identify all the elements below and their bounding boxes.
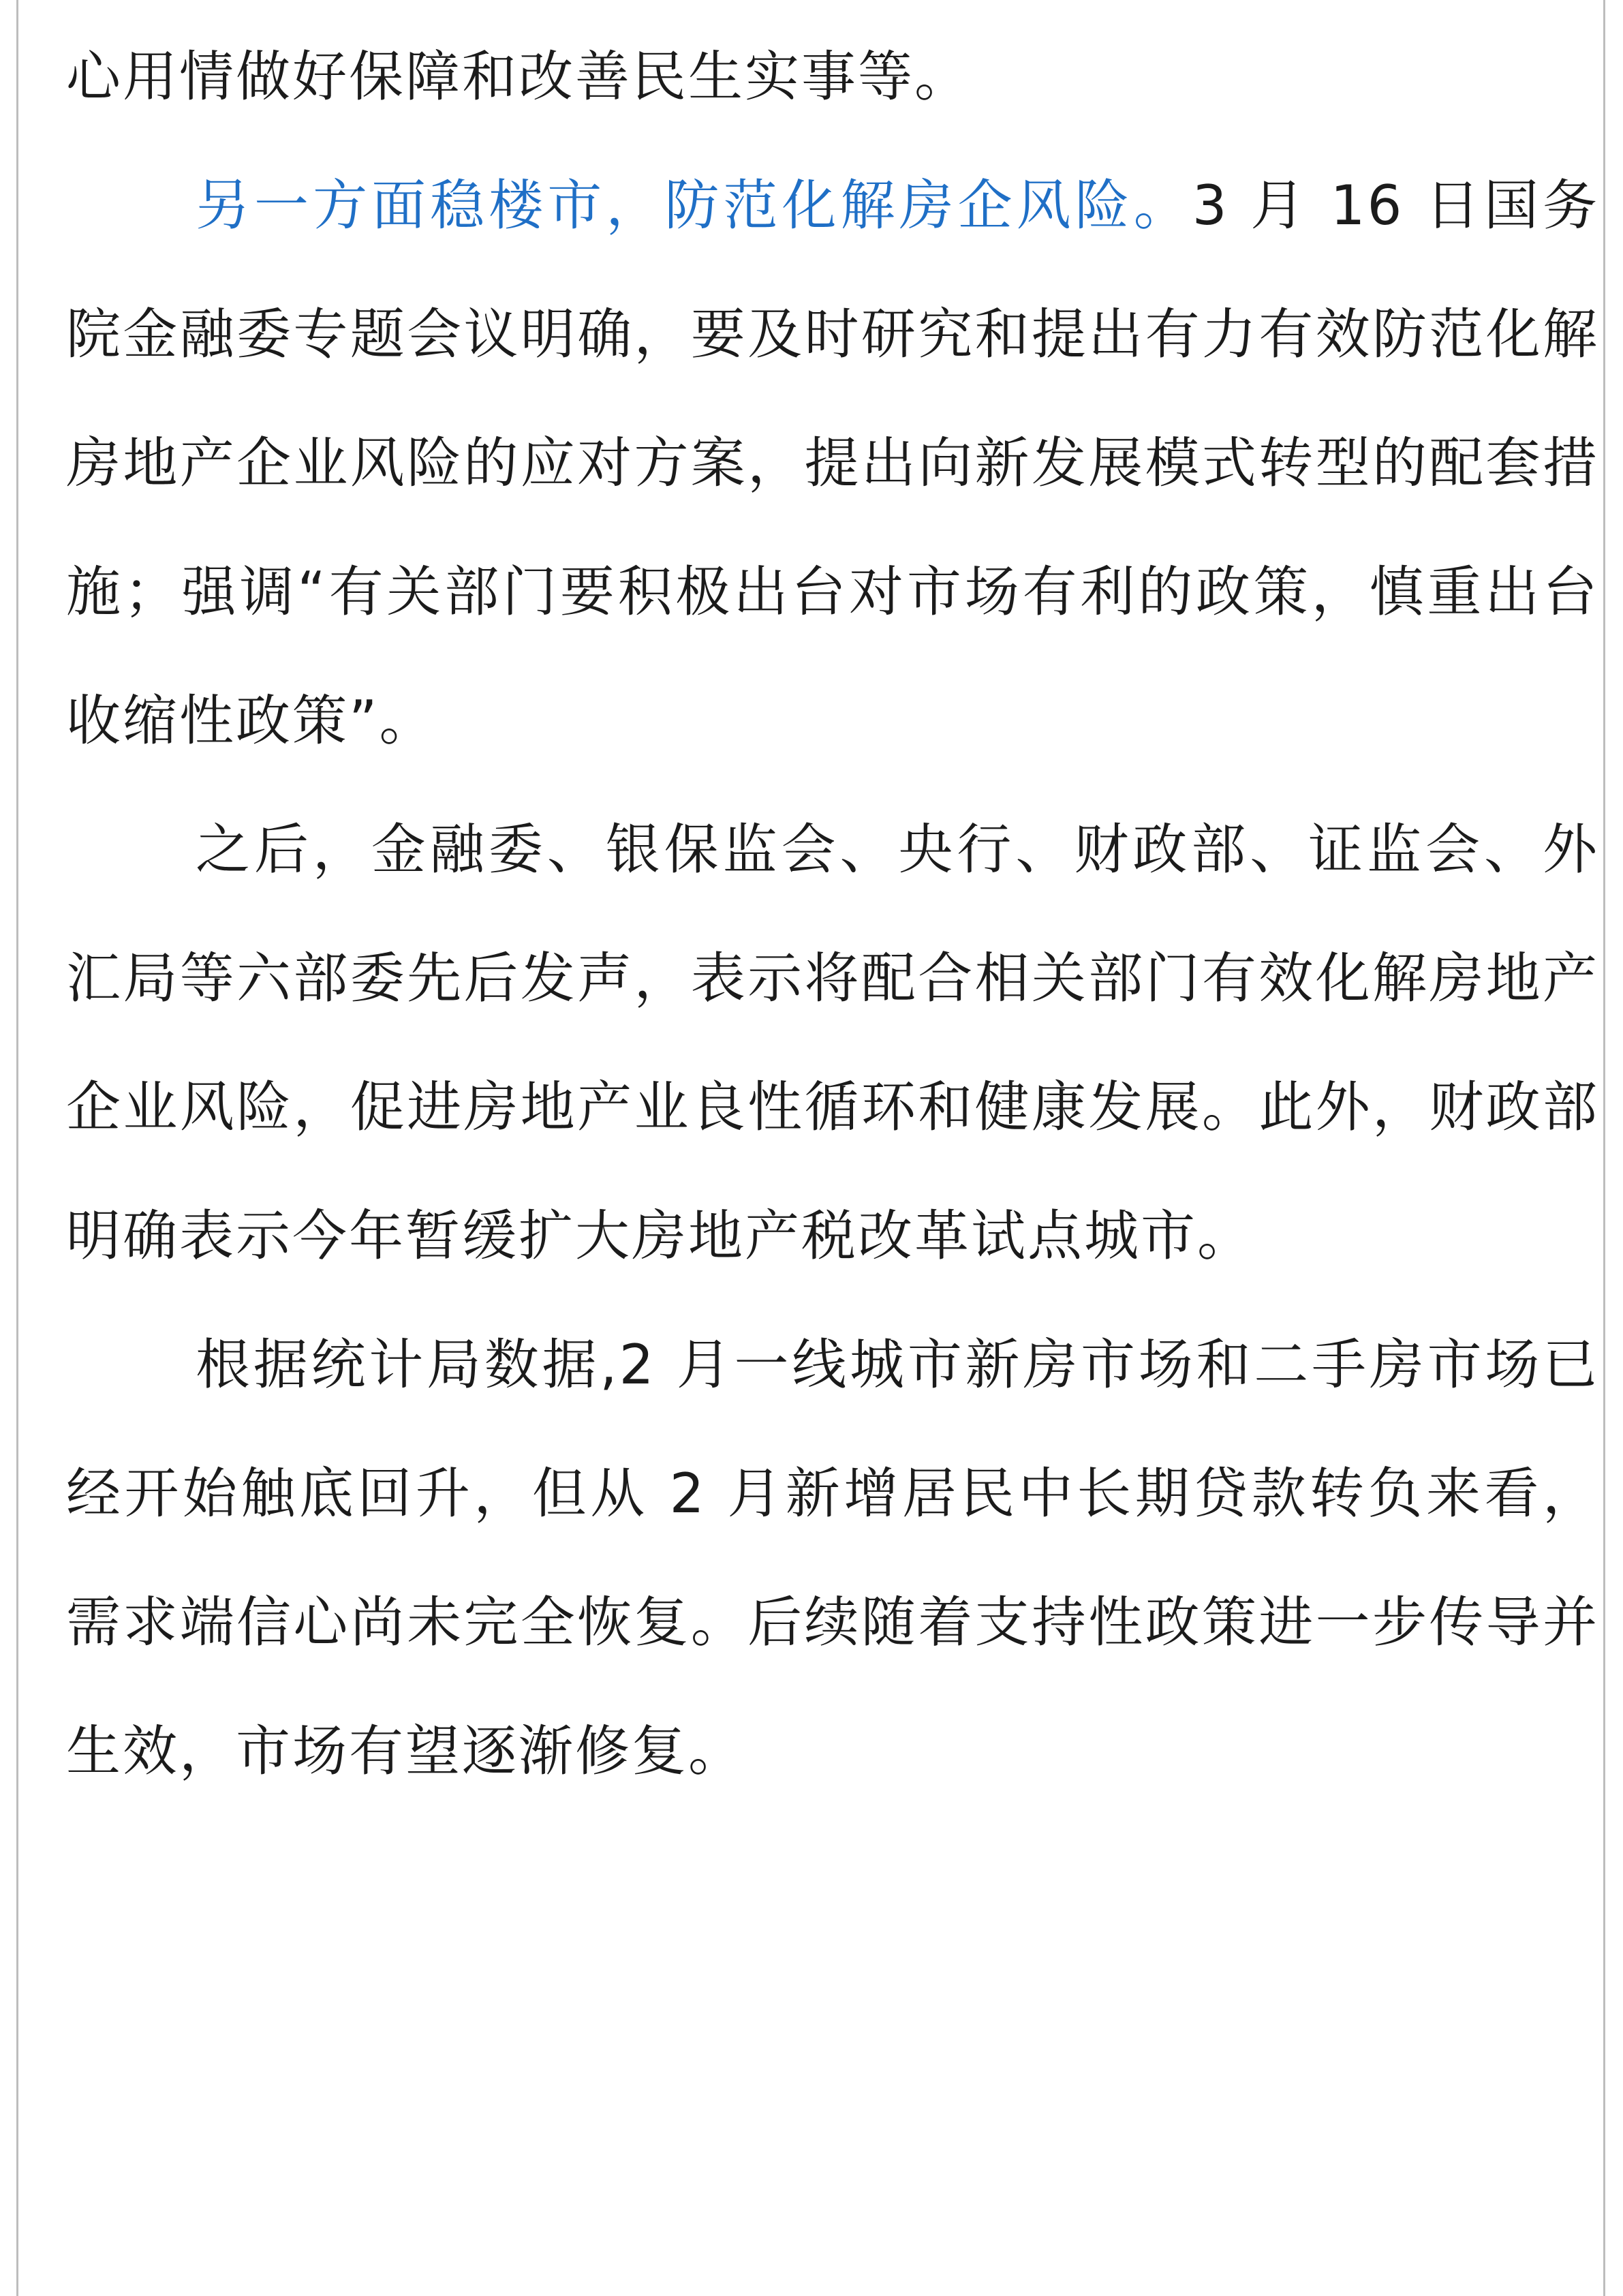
- document-page: [16, 0, 1605, 2296]
- paragraph-3: [66, 785, 1599, 1300]
- paragraph-2: [66, 141, 1599, 785]
- paragraph-text: 3 月 16 日国务院金融委专题会议明确，要及时研究和提出有力有效防范化解房地产企业风险的应对方案，提出向新发展模式转型的配套措施；强调“有关部门要积极出台对市场有利的政策，慎重出台收缩性政策”。: [66, 174, 1599, 752]
- paragraph-1: [66, 12, 1599, 141]
- paragraph-text: 心用情做好保障和改善民生实事等。: [66, 45, 971, 108]
- paragraph-text: 根据统计局数据,2 月一线城市新房市场和二手房市场已经开始触底回升，但从 2 月新增居民中长期贷款转负来看，需求端信心尚未完全恢复。后续随着支持性政策进一步传导并生效，市场有望逐渐修复。: [66, 1333, 1599, 1783]
- article-body: [66, 12, 1599, 1816]
- paragraph-4: [66, 1300, 1599, 1816]
- paragraph-text: 之后，金融委、银保监会、央行、财政部、证监会、外汇局等六部委先后发声，表示将配合相关部门有效化解房地产企业风险，促进房地产业良性循环和健康发展。此外，财政部明确表示今年暂缓扩大房地产税改革试点城市。: [66, 818, 1599, 1268]
- highlighted-lead: 另一方面稳楼市，防范化解房企风险。: [196, 174, 1192, 237]
